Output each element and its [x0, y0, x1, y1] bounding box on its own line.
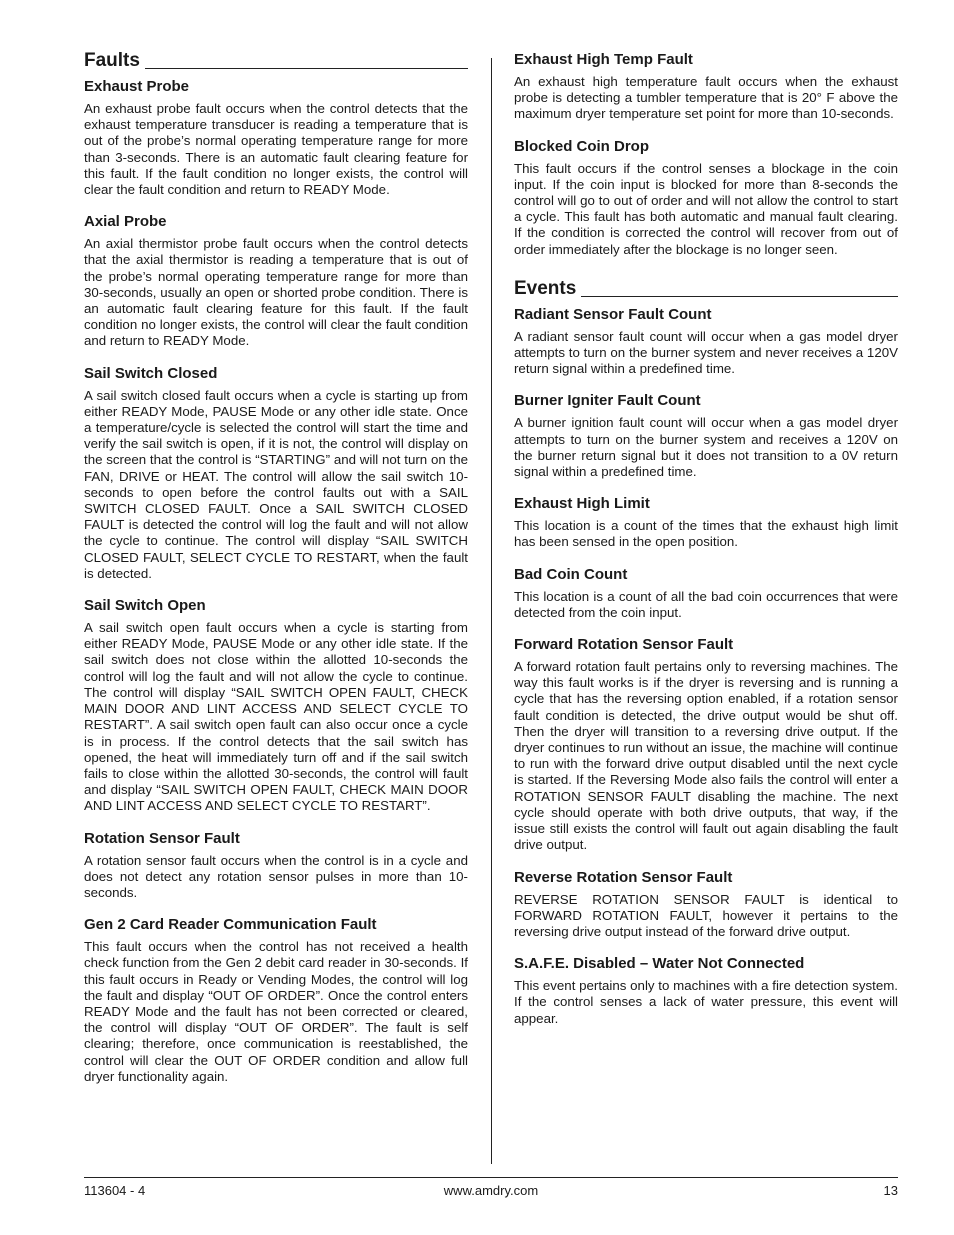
event-bad-coin-count — [514, 565, 898, 621]
subheading: Bad Coin Count — [514, 565, 628, 583]
paragraph: A rotation sensor fault occurs when the control is in a cycle and does not detect any rotation sensor pulses in more than 10-seconds. — [84, 852, 468, 900]
subheading: Forward Rotation Sensor Fault — [514, 636, 734, 654]
paragraph: A burner ignition fault count will occur when a gas model dryer attempts to turn on the burner system and receives a 120V on the burner return signal but it does not transition to a 0V return signal within a predefined time. — [514, 415, 898, 480]
section-header-events — [514, 278, 898, 300]
page-number: 13 — [883, 1183, 898, 1198]
section-title: Events — [514, 277, 577, 299]
paragraph: A radiant sensor fault count will occur when a gas model dryer attempts to turn on the burner system and never receives a 120V return signal within a predefined time. — [514, 328, 898, 377]
column-divider — [491, 58, 492, 1164]
section-header-faults — [84, 50, 468, 72]
paragraph: A forward rotation fault pertains only to reversing machines. The way this fault works is if the dryer is reversing and is running a cycle that has the reversing option enabled, if a rotation sensor fault condition is detected, the drive output would be shut off. Then the dryer will transition to a reversing drive output. If the dryer continues to run without an issue, the machine will continue to run with the forward drive output disabled until the next cycle is started. If the Reversing Mode also fails the control will enter a ROTATION SENSOR FAULT disabling the machine. The next cycle should operate with both drive outputs, that way, if the issue still exists the control will fault out again disabling the fault drive output. — [514, 659, 898, 853]
subheading: Axial Probe — [84, 213, 167, 231]
subheading: S.A.F.E. Disabled – Water Not Connected — [514, 955, 805, 973]
fault-sail-switch-open — [84, 596, 468, 814]
section-title: Faults — [84, 50, 140, 71]
paragraph: This fault occurs if the control senses a blockage in the coin input. If the coin input is blocked for more than 8-seconds the control will go to out of order and will not allow the control to start a cycle. This fault has both automatic and manual fault clearing. If the condition is corrected the control will recover from out of order immediately after the blockage is no longer seen. — [514, 160, 898, 257]
subheading: Rotation Sensor Fault — [84, 829, 240, 847]
paragraph: A sail switch open fault occurs when a cycle is starting from either READY Mode, PAUSE Mode or any other idle state. If the sail switch does not close within the allotted 10-seconds the control will log the fault and will not allow the cycle to continue. The control will display “SAIL SWITCH OPEN FAULT, CHECK MAIN DOOR AND LINT ACCESS AND SELECT CYCLE TO RESTART”. A sail switch open fault can also occur once a cycle is in process. If the control detects that the sail switch has opened, the heat will immediately turn off and if the sail switch fails to close within the allotted 30-seconds, the control will fault and display “SAIL SWITCH OPEN FAULT, CHECK MAIN DOOR AND LINT ACCESS AND SELECT CYCLE TO RESTART”. — [84, 620, 468, 814]
paragraph: REVERSE ROTATION SENSOR FAULT is identical to FORWARD ROTATION FAULT, however it pertains to the reversing drive output instead of the forward drive output. — [514, 891, 898, 939]
subheading: Exhaust High Limit — [514, 495, 650, 513]
fault-exhaust-probe — [84, 77, 468, 198]
paragraph: This location is a count of the times that the exhaust high limit has been sensed in the open position. — [514, 518, 898, 550]
paragraph: This fault occurs when the control has not received a health check function from the Gen 2 debit card reader in 30-seconds. If this fault occurs in Ready or Vending Modes, the control will log the fault and display “OUT OF ORDER”. Once the control enters READY Mode and the fault has not been corrected or cleared, the control will display “OUT OF ORDER”. The fault is self clearing; therefore, once communication is reestablished, the control will clear the OUT OF ORDER condition and allow full dryer functionality again. — [84, 939, 468, 1084]
subheading: Radiant Sensor Fault Count — [514, 305, 712, 323]
event-forward-rotation — [514, 635, 898, 853]
website-link[interactable]: www.amdry.com — [443, 1183, 539, 1198]
subheading: Gen 2 Card Reader Communication Fault — [84, 916, 377, 934]
subheading: Burner Igniter Fault Count — [514, 392, 701, 410]
subheading: Exhaust Probe — [84, 78, 190, 95]
subheading: Sail Switch Open — [84, 597, 206, 615]
paragraph: A sail switch closed fault occurs when a cycle is starting up from either READY Mode, PAUSE Mode or any other idle state. Once a temperature/cycle is selected the control will start the time and verify the sail switch is open, if it is not, the control will display on the screen that the control is “STARTING” and will not turn on the FAN, DRIVE or HEAT. The control will allow the sail switch 10-seconds to open before the control faults out with a SAIL SWITCH CLOSED FAULT. Once a SAIL SWITCH CLOSED FAULT is detected the control will log the fault and will not allow the cycle to continue. The control will display “SAIL SWITCH CLOSED FAULT, SELECT CYCLE TO RESTART, when the fault is detected. — [84, 387, 468, 581]
fault-gen2-card-reader — [84, 915, 468, 1085]
doc-number: 113604 - 4 — [84, 1183, 146, 1198]
left-column — [84, 50, 468, 1099]
subheading: Blocked Coin Drop — [514, 137, 650, 155]
paragraph: An exhaust high temperature fault occurs when the exhaust probe is detecting a tumbler temperature that is 20° F above the maximum dryer temperature set point for more than 10-seconds. — [514, 74, 898, 122]
fault-sail-switch-closed — [84, 364, 468, 582]
event-exhaust-high-limit — [514, 494, 898, 550]
subheading: Sail Switch Closed — [84, 364, 218, 382]
fault-axial-probe — [84, 212, 468, 349]
section-rule — [145, 68, 468, 69]
page-footer — [84, 1182, 898, 1200]
paragraph: An exhaust probe fault occurs when the control detects that the exhaust temperature transducer is reading a temperature that is out of the probe’s normal operating temperature range for more than 3-seconds. There is an automatic fault clearing feature for this fault. If the fault condition no longer exists, the control will clear the fault condition and return to READY Mode. — [84, 101, 468, 198]
subheading: Reverse Rotation Sensor Fault — [514, 868, 733, 886]
event-burner-igniter — [514, 391, 898, 480]
fault-blocked-coin-drop — [514, 137, 898, 258]
footer-rule — [84, 1177, 898, 1178]
fault-exhaust-high-temp — [514, 50, 898, 123]
paragraph: An axial thermistor probe fault occurs when the control detects that the axial thermistor is reading a temperature that is out of the probe’s normal operating temperature range for more than 30-seconds, usually an open or shorted probe condition. There is an automatic fault clearing feature for this fault. If the fault condition no longer exists, the control will clear the fault condition and return to READY Mode. — [84, 236, 468, 349]
fault-rotation-sensor — [84, 829, 468, 902]
event-radiant-sensor — [514, 305, 898, 378]
section-rule — [581, 296, 898, 297]
right-column — [514, 50, 898, 1041]
subheading: Exhaust High Temp Fault — [514, 51, 693, 68]
event-safe-disabled — [514, 954, 898, 1027]
paragraph: This location is a count of all the bad coin occurrences that were detected from the coin input. — [514, 588, 898, 620]
event-reverse-rotation — [514, 868, 898, 941]
paragraph: This event pertains only to machines with a fire detection system. If the control senses a lack of water pressure, this event will appear. — [514, 978, 898, 1026]
